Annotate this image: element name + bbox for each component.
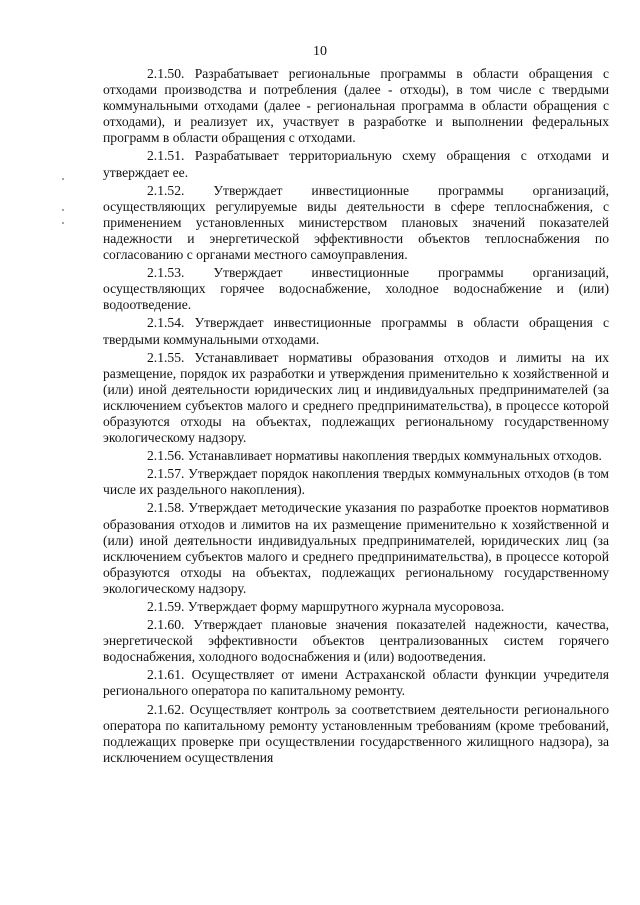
scan-speck — [62, 178, 64, 180]
page-number: 10 — [313, 44, 327, 59]
paragraph-2-1-54: 2.1.54. Утверждает инвестиционные программы в области обращения с твердыми коммунальными отходами. — [103, 315, 609, 347]
paragraph-2-1-55: 2.1.55. Устанавливает нормативы образования отходов и лимиты на их размещение, порядок их разработки и утверждения применительно к хозяйственной и (или) иной деятельности юридических лиц и индивидуальных предпринимателей (за исключением субъектов малого и среднего предпринимательства), в процессе которой образуются отходы на объектах, подлежащих региональному государственному экологическому надзору. — [103, 349, 609, 446]
scan-speck — [62, 222, 64, 224]
paragraph-2-1-56: 2.1.56. Устанавливает нормативы накопления твердых коммунальных отходов. — [147, 448, 602, 464]
paragraph-2-1-50: 2.1.50. Разрабатывает региональные программы в области обращения с отходами производства и потребления (далее - отходы), в том числе с твердыми коммунальными отходами (далее - региональная программа в области обращения с отходами), и реализует их, участвует в разработке и выполнении федеральных программ в области обращения с отходами. — [103, 66, 609, 146]
paragraph-2-1-61: 2.1.61. Осуществляет от имени Астраханской области функции учредителя регионального оператора по капитальному ремонту. — [103, 667, 609, 699]
paragraph-2-1-62: 2.1.62. Осуществляет контроль за соответствием деятельности регионального оператора по капитальному ремонту установленным требованиям (кроме требований, подлежащих проверке при осуществлении государственного жилищного надзора), за исключением осуществления — [103, 701, 609, 765]
paragraph-2-1-58: 2.1.58. Утверждает методические указания по разработке проектов нормативов образования отходов и лимитов на их размещение применительно к хозяйственной и (или) иной деятельности индивидуальных предпринимателей, юридических лиц (за исключением субъектов малого и среднего предпринимательства), в процессе которой образуются отходы на объектах, подлежащих региональному государственному экологическому надзору. — [103, 500, 609, 596]
paragraph-2-1-57: 2.1.57. Утверждает порядок накопления твердых коммунальных отходов (в том числе их раздельного накопления). — [103, 466, 609, 498]
paragraph-2-1-60: 2.1.60. Утверждает плановые значения показателей надежности, качества, энергетической эффективности объектов централизованных систем горячего водоснабжения, холодного водоснабжения и (или) водоотведения. — [103, 617, 609, 665]
paragraph-2-1-51: 2.1.51. Разрабатывает территориальную схему обращения с отходами и утверждает ее. — [103, 148, 609, 180]
document-body — [103, 66, 609, 768]
paragraph-2-1-53: 2.1.53. Утверждает инвестиционные программы организаций, осуществляющих горячее водоснабжение, холодное водоснабжение и (или) водоотведение. — [103, 265, 609, 313]
paragraph-2-1-59: 2.1.59. Утверждает форму маршрутного журнала мусоровоза. — [147, 599, 505, 614]
scan-speck — [62, 209, 64, 211]
paragraph-2-1-52: 2.1.52. Утверждает инвестиционные программы организаций, осуществляющих регулируемые виды деятельности в сфере теплоснабжения, с применением установленных министерством плановых значений показателей надежности и энергетической эффективности объектов теплоснабжения по согласованию с органами местного самоуправления. — [103, 182, 609, 263]
